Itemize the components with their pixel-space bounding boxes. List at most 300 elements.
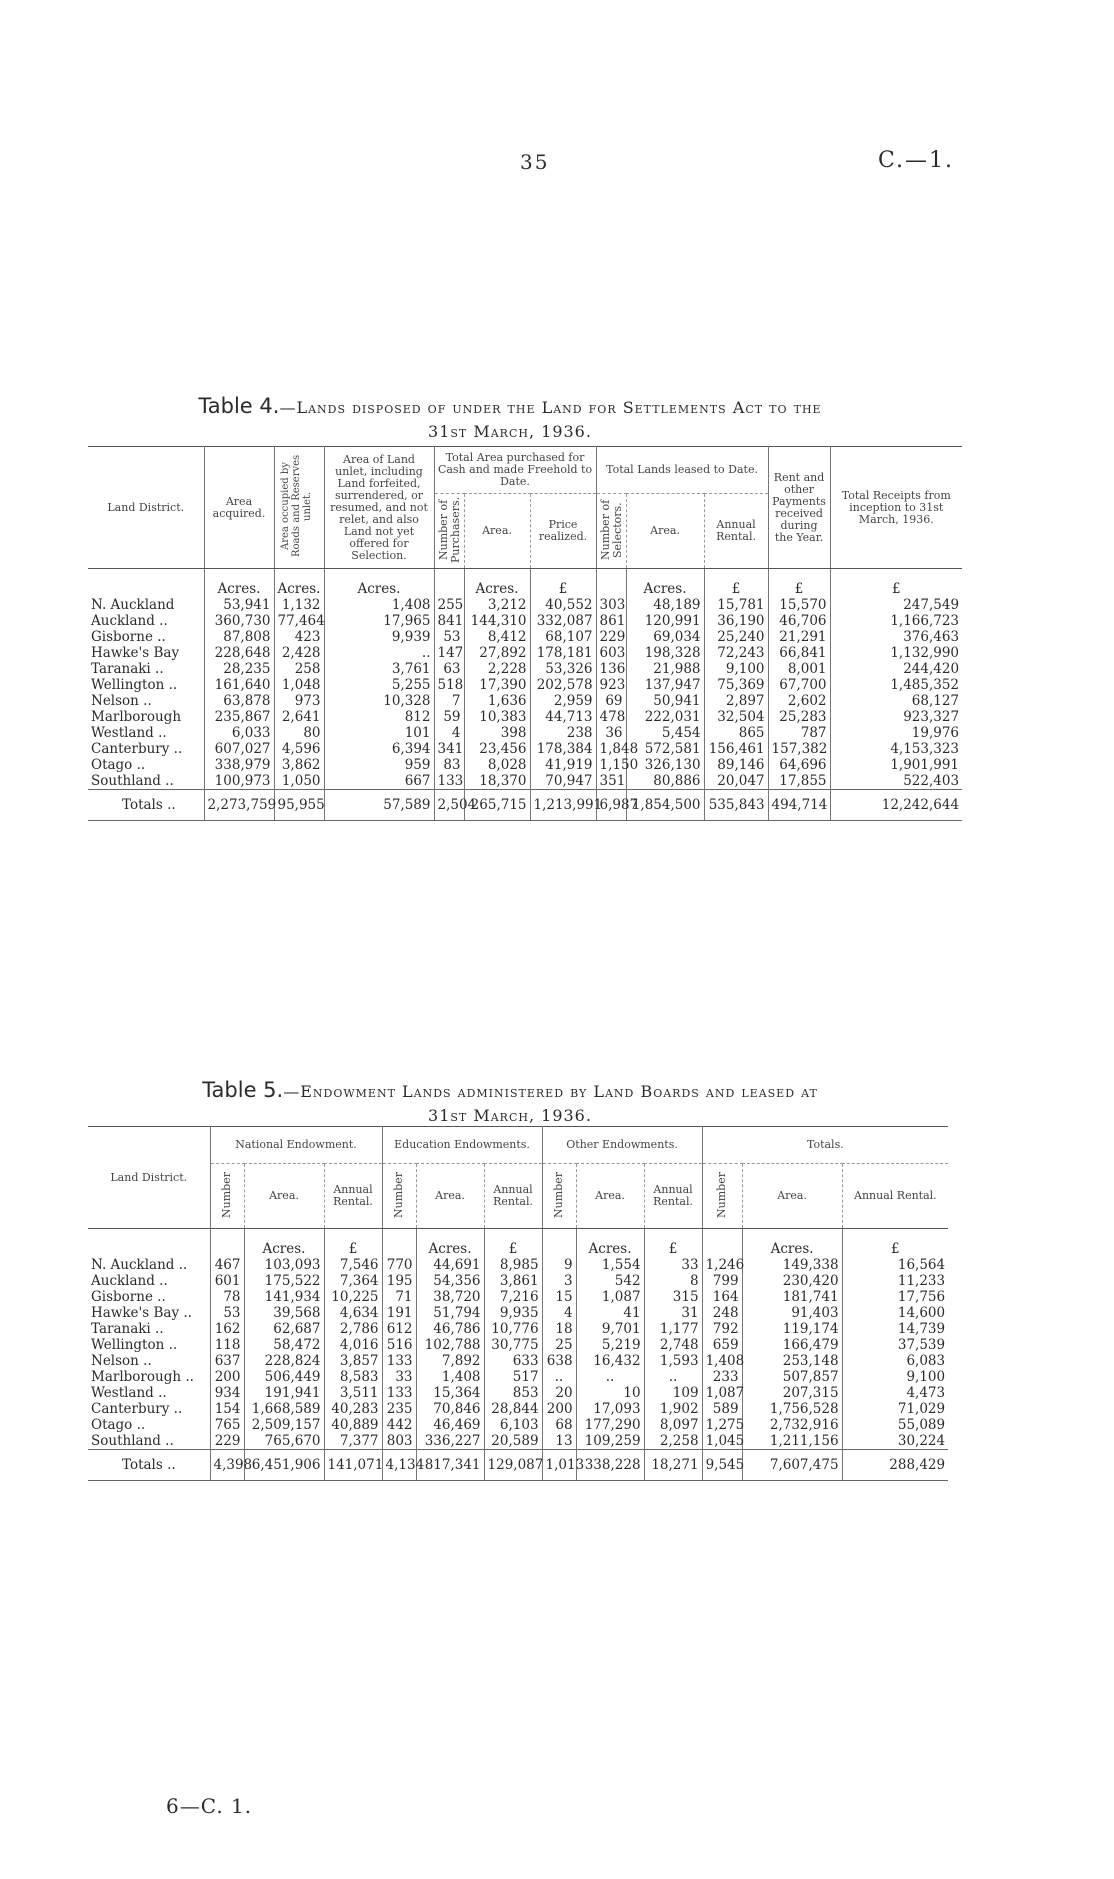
t4-value-cell: 3,761 [324, 661, 434, 677]
t5-total-cell: 288,429 [842, 1450, 948, 1481]
t4-value-cell: 178,384 [530, 741, 596, 757]
t5-value-cell: 7,364 [324, 1273, 382, 1289]
t4-header-p-area: Area. [464, 494, 530, 569]
t5-district-cell: Wellington .. [91, 1337, 178, 1353]
table-row [88, 1401, 948, 1417]
t5-value-cell: 133 [382, 1385, 416, 1401]
t4-district-cell: Canterbury .. [91, 741, 183, 757]
t4-header-roads-cell [274, 447, 324, 569]
t5-total-cell: 18,271 [644, 1450, 702, 1481]
t5-header-number-cell [702, 1164, 742, 1229]
t4-total-cell: 1,854,500 [626, 790, 704, 821]
t5-header-other: Other Endowments. [542, 1127, 702, 1164]
t4-value-cell: 2,897 [704, 693, 768, 709]
t4-value-cell: 8,028 [464, 757, 530, 773]
t4-value-cell: 4 [434, 725, 464, 741]
t5-value-cell: 507,857 [742, 1369, 842, 1385]
t5-value-cell: 191 [382, 1305, 416, 1321]
t4-value-cell: 973 [274, 693, 324, 709]
t5-value-cell: 229 [210, 1433, 244, 1450]
table4-title [130, 394, 890, 444]
t4-value-cell: 841 [434, 613, 464, 629]
t4-value-cell: .. [324, 645, 434, 661]
table5-name: Table 5. [202, 1078, 284, 1102]
t4-value-cell: 144,310 [464, 613, 530, 629]
t4-value-cell: 36 [596, 725, 626, 741]
t5-value-cell: 1,246 [702, 1257, 742, 1273]
t5-value-cell: 13 [542, 1433, 576, 1450]
t5-value-cell: 30,775 [484, 1337, 542, 1353]
t5-value-cell: 253,148 [742, 1353, 842, 1369]
t5-value-cell: 1,554 [576, 1257, 644, 1273]
document-reference: C.—1. [878, 148, 955, 173]
t4-value-cell: 80 [274, 725, 324, 741]
t5-value-cell: 195 [382, 1273, 416, 1289]
t5-header-education: Education Endowments. [382, 1127, 542, 1164]
t5-value-cell: 10 [576, 1385, 644, 1401]
t4-value-cell: 332,087 [530, 613, 596, 629]
t5-value-cell: 62,687 [244, 1321, 324, 1337]
t5-value-cell: 18 [542, 1321, 576, 1337]
t5-value-cell: 1,177 [644, 1321, 702, 1337]
t4-value-cell: 861 [596, 613, 626, 629]
table5-title-line1: —Endowment Lands administered by Land Boards and leased at [283, 1082, 818, 1101]
t5-value-cell: 51,794 [416, 1305, 484, 1321]
t4-value-cell: 89,146 [704, 757, 768, 773]
t5-value-cell: 235 [382, 1401, 416, 1417]
page-footer: 6—C. 1. [166, 1794, 253, 1818]
table5-title [130, 1078, 890, 1128]
t5-total-cell: 338,228 [576, 1450, 644, 1481]
t5-value-cell: 601 [210, 1273, 244, 1289]
t4-value-cell: 247,549 [830, 597, 962, 613]
t5-value-cell: 1,087 [702, 1385, 742, 1401]
t5-value-cell: 53 [210, 1305, 244, 1321]
t4-value-cell: 6,033 [204, 725, 274, 741]
t5-value-cell: 119,174 [742, 1321, 842, 1337]
t4-total-cell: 12,242,644 [830, 790, 962, 821]
t5-value-cell: 4,634 [324, 1305, 382, 1321]
t4-unit-cell [434, 569, 464, 598]
t4-value-cell: 229 [596, 629, 626, 645]
t5-total-cell: 7,607,475 [742, 1450, 842, 1481]
t5-header-rental: Annual Rental. [484, 1164, 542, 1229]
t5-value-cell: 68 [542, 1417, 576, 1433]
t4-total-cell: 1,213,991 [530, 790, 596, 821]
t5-value-cell: 17,093 [576, 1401, 644, 1417]
t4-value-cell: 63 [434, 661, 464, 677]
t5-total-cell: 817,341 [416, 1450, 484, 1481]
t5-totals-row [88, 1450, 948, 1481]
t4-total-cell: 57,589 [324, 790, 434, 821]
t4-district-cell: Marlborough [91, 709, 182, 725]
t5-value-cell: 162 [210, 1321, 244, 1337]
t5-header-national: National Endowment. [210, 1127, 382, 1164]
table4-title-line2: 31st March, 1936. [428, 422, 592, 441]
t5-value-cell: 637 [210, 1353, 244, 1369]
t4-value-cell: 83 [434, 757, 464, 773]
t5-total-cell: 4,398 [210, 1450, 244, 1481]
t4-value-cell: 17,965 [324, 613, 434, 629]
table-row [88, 1353, 948, 1369]
t5-value-cell: 8,985 [484, 1257, 542, 1273]
t5-header-rental: Annual Rental. [324, 1164, 382, 1229]
t5-total-cell: 141,071 [324, 1450, 382, 1481]
t5-value-cell: 6,083 [842, 1353, 948, 1369]
t5-district-cell: Gisborne .. [91, 1289, 166, 1305]
t5-value-cell: 638 [542, 1353, 576, 1369]
t5-value-cell: 39,568 [244, 1305, 324, 1321]
t4-value-cell: 238 [530, 725, 596, 741]
t5-value-cell: 659 [702, 1337, 742, 1353]
t5-district-cell: Southland .. [91, 1433, 174, 1449]
t5-value-cell: 315 [644, 1289, 702, 1305]
t5-value-cell: 7,216 [484, 1289, 542, 1305]
t4-value-cell: 518 [434, 677, 464, 693]
t4-value-cell: 1,408 [324, 597, 434, 613]
t4-value-cell: 68,107 [530, 629, 596, 645]
t4-value-cell: 69 [596, 693, 626, 709]
t4-district-cell: Westland .. [91, 725, 167, 741]
t5-value-cell: 33 [644, 1257, 702, 1273]
t5-value-cell: 4,016 [324, 1337, 382, 1353]
t5-value-cell: 792 [702, 1321, 742, 1337]
t4-value-cell: 133 [434, 773, 464, 790]
t5-value-cell: 230,420 [742, 1273, 842, 1289]
t5-unit-cell: Acres. [416, 1229, 484, 1258]
t5-value-cell: 40,889 [324, 1417, 382, 1433]
t4-value-cell: 59 [434, 709, 464, 725]
table-row [88, 1369, 948, 1385]
t4-value-cell: 48,189 [626, 597, 704, 613]
t4-value-cell: 20,047 [704, 773, 768, 790]
t4-total-cell: 6,987 [596, 790, 626, 821]
t4-value-cell: 2,641 [274, 709, 324, 725]
t5-value-cell: 15 [542, 1289, 576, 1305]
t5-value-cell: 78 [210, 1289, 244, 1305]
table5-title-line2: 31st March, 1936. [428, 1106, 592, 1125]
table-row [88, 1417, 948, 1433]
t5-value-cell: 442 [382, 1417, 416, 1433]
t5-value-cell: 55,089 [842, 1417, 948, 1433]
table-row [88, 629, 962, 645]
t4-value-cell: 1,050 [274, 773, 324, 790]
t4-total-cell: 494,714 [768, 790, 830, 821]
t5-value-cell: 934 [210, 1385, 244, 1401]
t4-value-cell: 244,420 [830, 661, 962, 677]
t4-header-selectors-cell [596, 494, 626, 569]
t5-value-cell: 58,472 [244, 1337, 324, 1353]
t4-value-cell: 53,326 [530, 661, 596, 677]
t5-value-cell: 2,258 [644, 1433, 702, 1450]
t5-header-number-cell [382, 1164, 416, 1229]
t4-value-cell: 67,700 [768, 677, 830, 693]
t4-unit-cell [596, 569, 626, 598]
t5-header-area: Area. [416, 1164, 484, 1229]
t4-value-cell: 923 [596, 677, 626, 693]
t4-district-cell: Taranaki .. [91, 661, 164, 677]
t4-value-cell: 25,240 [704, 629, 768, 645]
t4-value-cell: 1,848 [596, 741, 626, 757]
t4-value-cell: 1,901,991 [830, 757, 962, 773]
t5-value-cell: 166,479 [742, 1337, 842, 1353]
t4-value-cell: 235,867 [204, 709, 274, 725]
t4-value-cell: 87,808 [204, 629, 274, 645]
t5-value-cell: 765,670 [244, 1433, 324, 1450]
t5-value-cell: 31 [644, 1305, 702, 1321]
t4-value-cell: 70,947 [530, 773, 596, 790]
t4-header-p-price: Price realized. [530, 494, 596, 569]
t4-value-cell: 50,941 [626, 693, 704, 709]
t4-value-cell: 423 [274, 629, 324, 645]
t4-header-area-acquired: Area acquired. [204, 447, 274, 569]
t5-value-cell: 8,583 [324, 1369, 382, 1385]
t4-value-cell: 9,100 [704, 661, 768, 677]
t5-value-cell: 30,224 [842, 1433, 948, 1450]
t4-value-cell: 1,485,352 [830, 677, 962, 693]
t5-value-cell: 1,902 [644, 1401, 702, 1417]
t5-value-cell: 612 [382, 1321, 416, 1337]
table5 [88, 1126, 948, 1481]
t5-header-area: Area. [244, 1164, 324, 1229]
table-row [88, 1305, 948, 1321]
t4-header-purchased-group: Total Area purchased for Cash and made Freehold to Date. [434, 447, 596, 494]
t4-value-cell: 136 [596, 661, 626, 677]
t4-header-selectors: Number of Selectors. [598, 499, 624, 560]
t4-value-cell: 202,578 [530, 677, 596, 693]
t5-value-cell: 9 [542, 1257, 576, 1273]
t4-value-cell: 100,973 [204, 773, 274, 790]
t5-value-cell: 46,469 [416, 1417, 484, 1433]
t4-value-cell: 53 [434, 629, 464, 645]
t5-header-number-cell [542, 1164, 576, 1229]
t4-unit-cell: Acres. [204, 569, 274, 598]
t4-value-cell: 338,979 [204, 757, 274, 773]
t5-total-cell: 9,545 [702, 1450, 742, 1481]
t4-value-cell: 341 [434, 741, 464, 757]
t5-value-cell: 228,824 [244, 1353, 324, 1369]
t5-total-cell: 1,013 [542, 1450, 576, 1481]
t5-value-cell: 799 [702, 1273, 742, 1289]
t4-value-cell: 326,130 [626, 757, 704, 773]
t4-header-area-unlet: Area of Land unlet, including Land forfeited, surrendered, or resumed, and not relet, and also Land not yet offered for Selection. [324, 447, 434, 569]
t5-value-cell: 207,315 [742, 1385, 842, 1401]
table-row [88, 1321, 948, 1337]
t4-value-cell: 156,461 [704, 741, 768, 757]
t5-value-cell: 4,473 [842, 1385, 948, 1401]
t5-value-cell: 9,935 [484, 1305, 542, 1321]
t4-district-cell: Wellington .. [91, 677, 178, 693]
t4-value-cell: 53,941 [204, 597, 274, 613]
t4-value-cell: 27,892 [464, 645, 530, 661]
t5-value-cell: 103,093 [244, 1257, 324, 1273]
t4-value-cell: 10,383 [464, 709, 530, 725]
table-row [88, 709, 962, 725]
t5-totals-label: Totals .. [88, 1450, 210, 1481]
t5-value-cell: 2,732,916 [742, 1417, 842, 1433]
t5-header-number: Number [552, 1171, 566, 1218]
t5-unit-cell: Acres. [244, 1229, 324, 1258]
t5-value-cell: 7,892 [416, 1353, 484, 1369]
t5-value-cell: .. [576, 1369, 644, 1385]
t5-unit-cell: £ [842, 1229, 948, 1258]
t4-value-cell: 5,255 [324, 677, 434, 693]
t4-value-cell: 1,150 [596, 757, 626, 773]
t5-value-cell: 154 [210, 1401, 244, 1417]
t4-value-cell: 147 [434, 645, 464, 661]
t5-value-cell: 6,103 [484, 1417, 542, 1433]
t5-value-cell: 37,539 [842, 1337, 948, 1353]
table4-title-line1: —Lands disposed of under the Land for Settlements Act to the [279, 398, 822, 417]
t4-unit-cell: Acres. [626, 569, 704, 598]
table-row [88, 1273, 948, 1289]
table-row [88, 1289, 948, 1305]
t4-value-cell: 46,706 [768, 613, 830, 629]
table-row [88, 1385, 948, 1401]
t5-district-cell: Otago .. [91, 1417, 146, 1433]
t4-unit-cell: Acres. [274, 569, 324, 598]
t5-value-cell: 14,600 [842, 1305, 948, 1321]
t5-value-cell: 44,691 [416, 1257, 484, 1273]
t5-unit-cell [702, 1229, 742, 1258]
t4-value-cell: 15,781 [704, 597, 768, 613]
t4-value-cell: 360,730 [204, 613, 274, 629]
t5-value-cell: 11,233 [842, 1273, 948, 1289]
t4-value-cell: 68,127 [830, 693, 962, 709]
t4-value-cell: 17,855 [768, 773, 830, 790]
t4-value-cell: 1,636 [464, 693, 530, 709]
t5-value-cell: 1,408 [702, 1353, 742, 1369]
t4-district-cell: Auckland .. [91, 613, 168, 629]
t4-value-cell: 376,463 [830, 629, 962, 645]
t5-total-cell: 129,087 [484, 1450, 542, 1481]
t5-value-cell: 102,788 [416, 1337, 484, 1353]
t4-district-cell: Hawke's Bay [91, 645, 180, 661]
t5-value-cell: 14,739 [842, 1321, 948, 1337]
t4-value-cell: 1,132,990 [830, 645, 962, 661]
t5-total-cell: 4,134 [382, 1450, 416, 1481]
t5-value-cell: 3,857 [324, 1353, 382, 1369]
t5-total-cell: 6,451,906 [244, 1450, 324, 1481]
t5-district-cell: Canterbury .. [91, 1401, 183, 1417]
t5-value-cell: 5,219 [576, 1337, 644, 1353]
t5-value-cell: 118 [210, 1337, 244, 1353]
t4-header-total-receipts: Total Receipts from inception to 31st March, 1936. [830, 447, 962, 569]
t5-value-cell: 71,029 [842, 1401, 948, 1417]
t5-value-cell: 3 [542, 1273, 576, 1289]
table-row [88, 597, 962, 613]
t5-value-cell: 803 [382, 1433, 416, 1450]
t5-value-cell: .. [644, 1369, 702, 1385]
t4-value-cell: 77,464 [274, 613, 324, 629]
t5-value-cell: 25 [542, 1337, 576, 1353]
t4-total-cell: 2,273,759 [204, 790, 274, 821]
t5-value-cell: 1,087 [576, 1289, 644, 1305]
t4-unit-cell [88, 569, 204, 598]
t4-header-l-area: Area. [626, 494, 704, 569]
t4-unit-cell: £ [704, 569, 768, 598]
t4-value-cell: 258 [274, 661, 324, 677]
t5-value-cell: 46,786 [416, 1321, 484, 1337]
t4-value-cell: 478 [596, 709, 626, 725]
t5-value-cell: 164 [702, 1289, 742, 1305]
t4-value-cell: 32,504 [704, 709, 768, 725]
t4-value-cell: 4,153,323 [830, 741, 962, 757]
table-row [88, 1433, 948, 1450]
t5-header-rental: Annual Rental. [842, 1164, 948, 1229]
t4-value-cell: 75,369 [704, 677, 768, 693]
t5-value-cell: 853 [484, 1385, 542, 1401]
t4-value-cell: 3,212 [464, 597, 530, 613]
t4-units-row [88, 569, 962, 598]
t5-value-cell: 54,356 [416, 1273, 484, 1289]
t4-header-purchasers: Number of Purchasers. [436, 496, 462, 563]
t5-value-cell: 16,564 [842, 1257, 948, 1273]
t4-value-cell: 40,552 [530, 597, 596, 613]
t4-value-cell: 398 [464, 725, 530, 741]
t4-value-cell: 4,596 [274, 741, 324, 757]
t5-value-cell: 109,259 [576, 1433, 644, 1450]
t5-value-cell: 2,748 [644, 1337, 702, 1353]
t4-district-cell: Southland .. [91, 773, 174, 789]
t4-totals-label: Totals .. [88, 790, 204, 821]
t5-header-rental: Annual Rental. [644, 1164, 702, 1229]
t4-value-cell: 222,031 [626, 709, 704, 725]
t5-header-area: Area. [576, 1164, 644, 1229]
t4-value-cell: 120,991 [626, 613, 704, 629]
t4-unit-cell: £ [768, 569, 830, 598]
t4-value-cell: 8,412 [464, 629, 530, 645]
t5-value-cell: 91,403 [742, 1305, 842, 1321]
t5-value-cell: 1,756,528 [742, 1401, 842, 1417]
t4-value-cell: 1,166,723 [830, 613, 962, 629]
t4-header-area-roads: Area occupied by Roads and Reserves unlet. [280, 454, 313, 558]
table-row [88, 773, 962, 790]
t5-district-cell: N. Auckland .. [91, 1257, 188, 1273]
t4-value-cell: 787 [768, 725, 830, 741]
t4-value-cell: 5,454 [626, 725, 704, 741]
t5-value-cell: 20,589 [484, 1433, 542, 1450]
t4-header-l-rental: Annual Rental. [704, 494, 768, 569]
t4-value-cell: 351 [596, 773, 626, 790]
table-row [88, 613, 962, 629]
t5-value-cell: 2,786 [324, 1321, 382, 1337]
t5-header-totals: Totals. [702, 1127, 948, 1164]
t5-value-cell: 765 [210, 1417, 244, 1433]
t5-value-cell: 10,776 [484, 1321, 542, 1337]
t5-value-cell: 15,364 [416, 1385, 484, 1401]
t5-value-cell: 1,045 [702, 1433, 742, 1450]
t5-district-cell: Auckland .. [91, 1273, 168, 1289]
table-row [88, 757, 962, 773]
t5-value-cell: 181,741 [742, 1289, 842, 1305]
t5-district-cell: Marlborough .. [91, 1369, 194, 1385]
t5-value-cell: 28,844 [484, 1401, 542, 1417]
t5-value-cell: 70,846 [416, 1401, 484, 1417]
t4-value-cell: 64,696 [768, 757, 830, 773]
t4-value-cell: 959 [324, 757, 434, 773]
t4-value-cell: 69,034 [626, 629, 704, 645]
t4-value-cell: 25,283 [768, 709, 830, 725]
t4-total-cell: 535,843 [704, 790, 768, 821]
t4-value-cell: 19,976 [830, 725, 962, 741]
t4-value-cell: 607,027 [204, 741, 274, 757]
t4-value-cell: 255 [434, 597, 464, 613]
t5-value-cell: 1,211,156 [742, 1433, 842, 1450]
t5-value-cell: 506,449 [244, 1369, 324, 1385]
t4-value-cell: 1,048 [274, 677, 324, 693]
t4-total-cell: 95,955 [274, 790, 324, 821]
